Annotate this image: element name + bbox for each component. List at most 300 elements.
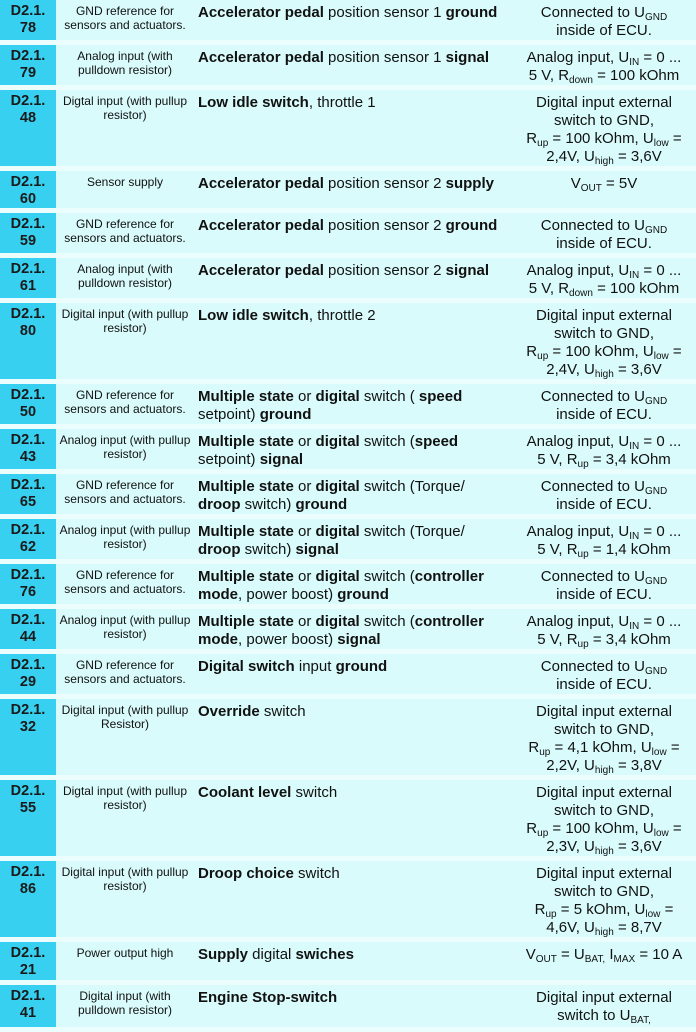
spec-text: Digital input external bbox=[536, 865, 672, 882]
spec-text: Analog input, U bbox=[526, 613, 630, 630]
function-text: switch (Torque/ bbox=[359, 523, 465, 540]
spec-subscript: GND bbox=[645, 396, 668, 407]
spec-line bbox=[512, 721, 696, 739]
pin-cell bbox=[0, 258, 56, 303]
pin-prefix: D2.1. bbox=[10, 432, 46, 448]
table-row bbox=[0, 171, 696, 213]
spec-subscript: OUT bbox=[535, 954, 557, 965]
function-description bbox=[192, 474, 512, 519]
function-text: swiches bbox=[295, 946, 354, 963]
spec-line bbox=[512, 658, 696, 676]
spec-line bbox=[512, 676, 696, 694]
spec-subscript: MAX bbox=[613, 954, 636, 965]
spec-line bbox=[512, 568, 696, 586]
function-text: controller mode bbox=[198, 613, 484, 648]
spec-line bbox=[512, 802, 696, 820]
electrical-spec bbox=[512, 303, 696, 384]
function-description bbox=[192, 429, 512, 474]
spec-text: = 3,4 kOhm bbox=[588, 631, 671, 648]
signal-type: Sensor supply bbox=[56, 171, 192, 213]
pin-prefix: D2.1. bbox=[10, 612, 46, 628]
spec-text: Analog input, U bbox=[526, 433, 630, 450]
spec-subscript: GND bbox=[645, 666, 668, 677]
spec-text: = bbox=[668, 820, 682, 837]
spec-subscript: low bbox=[653, 828, 669, 839]
pin-prefix: D2.1. bbox=[10, 387, 46, 403]
spec-line bbox=[512, 820, 696, 838]
spec-text: inside of ECU. bbox=[556, 406, 652, 423]
spec-subscript: high bbox=[594, 369, 614, 380]
function-text: position sensor 1 bbox=[323, 4, 446, 21]
signal-type: Analog input (with pullup resistor) bbox=[56, 609, 192, 654]
pin-prefix: D2.1. bbox=[10, 522, 46, 538]
spec-line bbox=[512, 586, 696, 604]
spec-line bbox=[512, 901, 696, 919]
spec-subscript: low bbox=[651, 747, 667, 758]
spec-line bbox=[512, 280, 696, 298]
spec-subscript: high bbox=[594, 765, 614, 776]
table-row bbox=[0, 474, 696, 519]
pin-number: 79 bbox=[19, 65, 37, 81]
function-text: or bbox=[293, 523, 316, 540]
pin-cell bbox=[0, 0, 56, 45]
table-row bbox=[0, 45, 696, 90]
pin-number: 86 bbox=[19, 881, 37, 897]
spec-text: Connected to U bbox=[540, 568, 645, 585]
function-description bbox=[192, 171, 512, 213]
spec-text: V bbox=[525, 946, 536, 963]
spec-subscript: high bbox=[594, 927, 614, 938]
pin-number: 61 bbox=[19, 278, 37, 294]
spec-text: = 100 kOhm bbox=[592, 67, 680, 84]
spec-line bbox=[512, 112, 696, 130]
pin-cell bbox=[0, 213, 56, 258]
spec-line bbox=[512, 703, 696, 721]
function-description bbox=[192, 213, 512, 258]
electrical-spec bbox=[512, 213, 696, 258]
pin-cell bbox=[0, 519, 56, 564]
table-row bbox=[0, 942, 696, 985]
spec-text: V bbox=[570, 175, 581, 192]
function-text: switch bbox=[293, 865, 340, 882]
spec-line bbox=[512, 388, 696, 406]
spec-subscript: IN bbox=[629, 57, 640, 68]
function-text: Accelerator pedal bbox=[198, 4, 324, 21]
pin-number: 32 bbox=[19, 719, 37, 735]
spec-text: = 1,4 kOhm bbox=[588, 541, 671, 558]
function-text: speed bbox=[414, 433, 459, 450]
spec-line bbox=[512, 67, 696, 85]
electrical-spec bbox=[512, 609, 696, 654]
function-text: setpoint) bbox=[198, 406, 260, 423]
table-row bbox=[0, 0, 696, 45]
spec-text: Digital input external bbox=[536, 94, 672, 111]
spec-line bbox=[512, 865, 696, 883]
spec-text: = 3,6V bbox=[613, 838, 662, 855]
signal-type: GND reference for sensors and actuators. bbox=[56, 0, 192, 45]
spec-subscript: IN bbox=[629, 441, 640, 452]
function-text: ground bbox=[295, 496, 348, 513]
function-text: Accelerator pedal bbox=[198, 175, 324, 192]
table-row bbox=[0, 90, 696, 171]
function-text: supply bbox=[445, 175, 494, 192]
signal-type: Digtal input (with pullup resistor) bbox=[56, 90, 192, 171]
spec-text: = 3,6V bbox=[613, 361, 662, 378]
spec-text: = 3,6V bbox=[613, 148, 662, 165]
function-text: position sensor 1 bbox=[323, 49, 446, 66]
function-text: or bbox=[293, 613, 316, 630]
electrical-spec bbox=[512, 861, 696, 942]
spec-text: = bbox=[668, 343, 682, 360]
spec-subscript: up bbox=[577, 549, 589, 560]
pin-prefix: D2.1. bbox=[10, 945, 46, 961]
electrical-spec bbox=[512, 985, 696, 1032]
function-text: , throttle 2 bbox=[308, 307, 376, 324]
spec-text: R bbox=[526, 820, 538, 837]
electrical-spec bbox=[512, 780, 696, 861]
spec-subscript: IN bbox=[629, 621, 640, 632]
spec-text: switch to U bbox=[557, 1007, 631, 1024]
electrical-spec bbox=[512, 171, 696, 213]
table-row bbox=[0, 519, 696, 564]
electrical-spec bbox=[512, 384, 696, 429]
spec-text: 5 V, R bbox=[528, 280, 570, 297]
spec-text: = 3,4 kOhm bbox=[588, 451, 671, 468]
spec-text: I bbox=[605, 946, 614, 963]
spec-line bbox=[512, 433, 696, 451]
signal-type: Digital input (with pullup Resistor) bbox=[56, 699, 192, 780]
function-text: controller mode bbox=[198, 568, 484, 603]
electrical-spec bbox=[512, 258, 696, 303]
function-text: ground bbox=[445, 217, 498, 234]
spec-subscript: down bbox=[569, 288, 593, 299]
spec-text: = 100 kOhm, U bbox=[548, 130, 654, 147]
function-text: or bbox=[293, 568, 316, 585]
spec-text: 2,3V, U bbox=[546, 838, 595, 855]
spec-text: inside of ECU. bbox=[556, 22, 652, 39]
function-text: Low idle switch bbox=[198, 307, 309, 324]
spec-line bbox=[512, 217, 696, 235]
spec-subscript: GND bbox=[645, 225, 668, 236]
function-text: Multiple state bbox=[198, 388, 294, 405]
spec-text: R bbox=[526, 130, 538, 147]
table-row bbox=[0, 258, 696, 303]
function-text: digital bbox=[315, 568, 360, 585]
function-text: switch ( bbox=[359, 433, 415, 450]
function-text: digital bbox=[315, 433, 360, 450]
function-description bbox=[192, 0, 512, 45]
spec-subscript: low bbox=[653, 138, 669, 149]
function-text: ground bbox=[445, 4, 498, 21]
spec-line bbox=[512, 496, 696, 514]
spec-line bbox=[512, 49, 696, 67]
table-row bbox=[0, 429, 696, 474]
spec-subscript: high bbox=[594, 156, 614, 167]
function-description bbox=[192, 519, 512, 564]
pin-cell bbox=[0, 90, 56, 171]
signal-type: Digtal input (with pullup resistor) bbox=[56, 780, 192, 861]
signal-type: Power output high bbox=[56, 942, 192, 985]
spec-text: = 0 ... bbox=[639, 49, 682, 66]
pin-cell bbox=[0, 474, 56, 519]
function-text: digital bbox=[315, 388, 360, 405]
table-row bbox=[0, 384, 696, 429]
spec-text: = 5V bbox=[601, 175, 638, 192]
function-text: signal bbox=[337, 631, 381, 648]
pin-number: 50 bbox=[19, 404, 37, 420]
spec-text: = bbox=[668, 130, 682, 147]
function-text: signal bbox=[295, 541, 339, 558]
pin-cell bbox=[0, 780, 56, 861]
function-text: Engine Stop-switch bbox=[198, 989, 338, 1006]
function-text: , power boost) bbox=[238, 586, 338, 603]
function-text: position sensor 2 bbox=[323, 175, 446, 192]
pin-cell bbox=[0, 45, 56, 90]
function-text: switch (Torque/ bbox=[359, 478, 465, 495]
spec-text: Connected to U bbox=[540, 658, 645, 675]
spec-subscript: up bbox=[537, 138, 549, 149]
spec-subscript: up bbox=[539, 747, 551, 758]
spec-text: switch to GND, bbox=[553, 325, 655, 342]
function-text: Accelerator pedal bbox=[198, 262, 324, 279]
spec-line bbox=[512, 343, 696, 361]
function-description bbox=[192, 780, 512, 861]
spec-line bbox=[512, 4, 696, 22]
function-description bbox=[192, 861, 512, 942]
pin-prefix: D2.1. bbox=[10, 174, 46, 190]
function-text: Multiple state bbox=[198, 478, 294, 495]
spec-line bbox=[512, 478, 696, 496]
function-description bbox=[192, 45, 512, 90]
spec-text: 5 V, R bbox=[537, 631, 578, 648]
spec-text: R bbox=[528, 739, 540, 756]
pin-number: 80 bbox=[19, 323, 37, 339]
electrical-spec bbox=[512, 519, 696, 564]
electrical-spec bbox=[512, 45, 696, 90]
electrical-spec bbox=[512, 699, 696, 780]
pin-cell bbox=[0, 384, 56, 429]
function-text: Digital switch bbox=[198, 658, 295, 675]
pin-prefix: D2.1. bbox=[10, 477, 46, 493]
function-text: Supply bbox=[198, 946, 249, 963]
spec-line bbox=[512, 130, 696, 148]
spec-subscript: low bbox=[645, 909, 661, 920]
spec-text: = 0 ... bbox=[639, 613, 682, 630]
function-text: switch ( bbox=[359, 388, 419, 405]
spec-text: 5 V, R bbox=[537, 541, 578, 558]
function-text: switch bbox=[291, 784, 338, 801]
spec-subscript: low bbox=[653, 351, 669, 362]
pin-cell bbox=[0, 654, 56, 699]
function-description bbox=[192, 90, 512, 171]
pin-number: 44 bbox=[19, 629, 37, 645]
function-text: switch) bbox=[240, 496, 296, 513]
spec-subscript: IN bbox=[629, 531, 640, 542]
spec-subscript: up bbox=[545, 909, 557, 920]
spec-line bbox=[512, 325, 696, 343]
pin-prefix: D2.1. bbox=[10, 567, 46, 583]
spec-text: R bbox=[534, 901, 546, 918]
signal-type: Digital input (with pullup resistor) bbox=[56, 861, 192, 942]
spec-line bbox=[512, 739, 696, 757]
electrical-spec bbox=[512, 429, 696, 474]
pin-number: 41 bbox=[19, 1005, 37, 1021]
signal-type: GND reference for sensors and actuators. bbox=[56, 474, 192, 519]
table-row bbox=[0, 609, 696, 654]
spec-text: = 4,1 kOhm, U bbox=[550, 739, 652, 756]
function-text: signal bbox=[259, 451, 304, 468]
function-text: Low idle switch bbox=[198, 94, 309, 111]
spec-line bbox=[512, 148, 696, 166]
spec-line bbox=[512, 631, 696, 649]
pin-number: 59 bbox=[19, 233, 37, 249]
pin-cell bbox=[0, 429, 56, 474]
spec-text: = 100 kOhm bbox=[592, 280, 680, 297]
table-row bbox=[0, 564, 696, 609]
spec-text: switch to GND, bbox=[553, 802, 655, 819]
spec-text: Analog input, U bbox=[526, 49, 630, 66]
spec-line bbox=[512, 946, 696, 964]
electrical-spec bbox=[512, 0, 696, 45]
spec-text: = 0 ... bbox=[639, 262, 682, 279]
pin-number: 21 bbox=[19, 962, 37, 978]
spec-text: switch to GND, bbox=[553, 112, 655, 129]
pin-prefix: D2.1. bbox=[10, 702, 46, 718]
signal-type: GND reference for sensors and actuators. bbox=[56, 213, 192, 258]
function-description bbox=[192, 564, 512, 609]
function-text: signal bbox=[445, 49, 489, 66]
table-row bbox=[0, 654, 696, 699]
spec-subscript: up bbox=[537, 828, 549, 839]
spec-text: = 5 kOhm, U bbox=[556, 901, 646, 918]
function-description bbox=[192, 609, 512, 654]
function-text: Multiple state bbox=[198, 433, 294, 450]
spec-line bbox=[512, 361, 696, 379]
signal-type: Analog input (with pulldown resistor) bbox=[56, 258, 192, 303]
spec-text: 4,6V, U bbox=[546, 919, 595, 936]
function-description bbox=[192, 699, 512, 780]
pin-number: 78 bbox=[19, 20, 37, 36]
function-text: position sensor 2 bbox=[323, 217, 446, 234]
function-text: Accelerator pedal bbox=[198, 217, 324, 234]
function-text: droop bbox=[198, 496, 241, 513]
spec-text: Digital input external bbox=[536, 784, 672, 801]
pin-prefix: D2.1. bbox=[10, 864, 46, 880]
function-description bbox=[192, 985, 512, 1032]
spec-text: = 3,8V bbox=[613, 757, 662, 774]
spec-text: = U bbox=[556, 946, 585, 963]
pin-cell bbox=[0, 609, 56, 654]
spec-subscript: up bbox=[577, 639, 589, 650]
pin-cell bbox=[0, 303, 56, 384]
spec-subscript: GND bbox=[645, 576, 668, 587]
spec-subscript: up bbox=[537, 351, 549, 362]
pin-number: 60 bbox=[19, 191, 37, 207]
pin-prefix: D2.1. bbox=[10, 93, 46, 109]
function-text: or bbox=[293, 388, 316, 405]
pin-cell bbox=[0, 861, 56, 942]
spec-text: = 100 kOhm, U bbox=[548, 343, 654, 360]
function-text: Multiple state bbox=[198, 568, 294, 585]
function-text: Multiple state bbox=[198, 523, 294, 540]
pin-prefix: D2.1. bbox=[10, 306, 46, 322]
pin-prefix: D2.1. bbox=[10, 261, 46, 277]
spec-text: Digital input external bbox=[536, 307, 672, 324]
function-text: input bbox=[294, 658, 336, 675]
pin-number: 65 bbox=[19, 494, 37, 510]
spec-text: = bbox=[666, 739, 680, 756]
pin-prefix: D2.1. bbox=[10, 216, 46, 232]
function-description bbox=[192, 258, 512, 303]
spec-line bbox=[512, 406, 696, 424]
spec-text: 2,4V, U bbox=[546, 361, 595, 378]
function-text: or bbox=[293, 478, 316, 495]
spec-line bbox=[512, 919, 696, 937]
function-text: switch) bbox=[240, 541, 296, 558]
function-text: Multiple state bbox=[198, 613, 294, 630]
function-description bbox=[192, 654, 512, 699]
spec-subscript: BAT, bbox=[630, 1015, 651, 1026]
pin-number: 43 bbox=[19, 449, 37, 465]
spec-text: R bbox=[526, 343, 538, 360]
spec-text: inside of ECU. bbox=[556, 496, 652, 513]
spec-text: = 0 ... bbox=[639, 523, 682, 540]
spec-text: = 0 ... bbox=[639, 433, 682, 450]
function-description bbox=[192, 384, 512, 429]
pin-cell bbox=[0, 171, 56, 213]
function-text: Coolant level bbox=[198, 784, 292, 801]
spec-text: Digital input external bbox=[536, 989, 672, 1006]
spec-subscript: high bbox=[594, 846, 614, 857]
spec-text: 2,4V, U bbox=[546, 148, 595, 165]
pin-cell bbox=[0, 942, 56, 985]
function-text: , throttle 1 bbox=[308, 94, 376, 111]
spec-subscript: BAT, bbox=[584, 954, 606, 965]
electrical-spec bbox=[512, 90, 696, 171]
table-row bbox=[0, 780, 696, 861]
signal-type: Digital input (with pullup resistor) bbox=[56, 303, 192, 384]
spec-text: = 10 A bbox=[635, 946, 683, 963]
pin-number: 55 bbox=[19, 800, 37, 816]
spec-line bbox=[512, 883, 696, 901]
spec-subscript: GND bbox=[645, 486, 668, 497]
signal-type: Digital input (with pulldown resistor) bbox=[56, 985, 192, 1032]
table-row bbox=[0, 303, 696, 384]
spec-line bbox=[512, 784, 696, 802]
function-text: droop bbox=[198, 541, 241, 558]
function-text: or bbox=[293, 433, 316, 450]
function-text: ground bbox=[259, 406, 312, 423]
function-text: position sensor 2 bbox=[323, 262, 446, 279]
function-text: ground bbox=[335, 658, 388, 675]
pin-prefix: D2.1. bbox=[10, 657, 46, 673]
spec-text: inside of ECU. bbox=[556, 235, 652, 252]
spec-text: Connected to U bbox=[540, 217, 645, 234]
function-text: switch ( bbox=[359, 568, 415, 585]
spec-text: 2,2V, U bbox=[546, 757, 595, 774]
spec-text: = 100 kOhm, U bbox=[548, 820, 654, 837]
spec-text: Analog input, U bbox=[526, 262, 630, 279]
pin-cell bbox=[0, 699, 56, 780]
spec-subscript: OUT bbox=[580, 183, 602, 194]
electrical-spec bbox=[512, 654, 696, 699]
spec-line bbox=[512, 989, 696, 1007]
spec-line bbox=[512, 613, 696, 631]
electrical-spec bbox=[512, 474, 696, 519]
pin-number: 62 bbox=[19, 539, 37, 555]
spec-line bbox=[512, 1007, 696, 1025]
pin-number: 48 bbox=[19, 110, 37, 126]
